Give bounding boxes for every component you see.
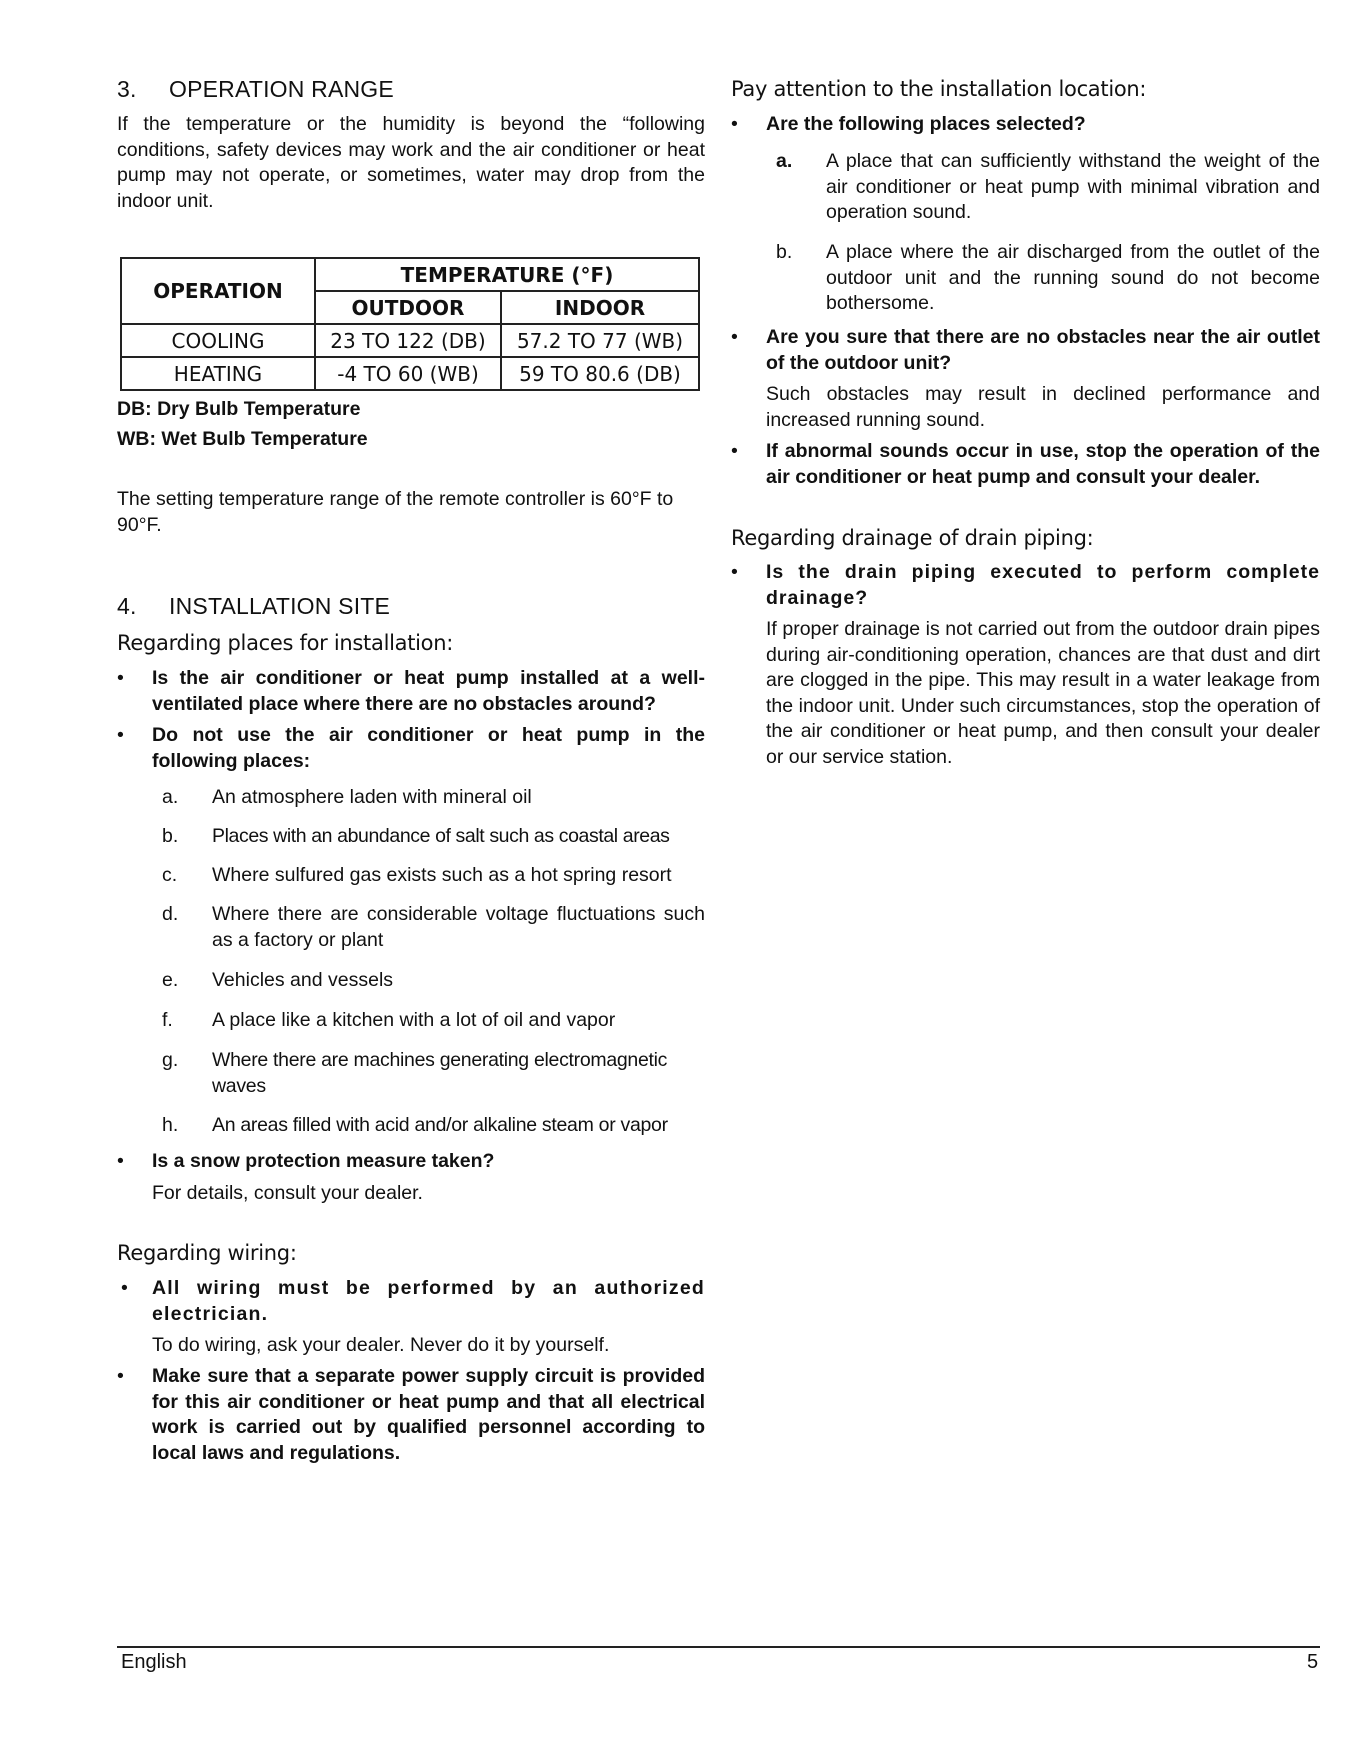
places-heading: Regarding places for installation: — [117, 631, 454, 655]
bullet-obstacles: Are you sure that there are no obstacles near the air outlet of the outdoor unit? — [766, 326, 1320, 374]
cell-indoor: 57.2 TO 77 (WB) — [501, 324, 699, 357]
list-item: • Are you sure that there are no obstacles near the air outlet of the outdoor unit? Such obstacles may result in declined performance and increased running sound. — [731, 325, 1320, 433]
cell-op: COOLING — [121, 324, 315, 357]
wiring-heading: Regarding wiring: — [117, 1241, 297, 1265]
list-item: • All wiring must be performed by an authorized electrician. To do wiring, ask your dealer. Never do it by yourself. — [117, 1276, 705, 1359]
bullet-places-selected: Are the following places selected? — [766, 113, 1086, 135]
obstacles-text: Such obstacles may result in declined performance and increased running sound. — [766, 383, 1320, 431]
bullet-snow: Is a snow protection measure taken? — [152, 1150, 495, 1172]
drainage-text: If proper drainage is not carried out from the outdoor drain pipes during air-conditioning operation, chances are that dust and dirt are clogged in the pipe. This may result in a water leakage from the indoor unit. Under such circumstances, stop the operation of the air conditioner or heat pump, and then consult your dealer or our service station. — [766, 618, 1320, 768]
table-row — [121, 324, 699, 357]
snow-text: For details, consult your dealer. — [152, 1181, 423, 1204]
footer-language: English — [121, 1651, 187, 1673]
list-item: • Do not use the air conditioner or heat pump in the following places: — [117, 723, 705, 774]
drain-heading: Regarding drainage of drain piping: — [731, 526, 1094, 550]
cell-op: HEATING — [121, 357, 315, 390]
setting-range-note: The setting temperature range of the remote controller is 60°F to 90°F. — [117, 488, 674, 536]
footer-divider — [117, 1646, 1320, 1648]
header-outdoor: OUTDOOR — [315, 291, 501, 324]
list-item: • Is the air conditioner or heat pump installed at a well-ventilated place where there are no obstacles around? — [117, 666, 705, 717]
cell-indoor: 59 TO 80.6 (DB) — [501, 357, 699, 390]
bullet-drain-piping: Is the drain piping executed to perform complete drainage? — [766, 561, 1320, 609]
list-item: • Make sure that a separate power supply circuit is provided for this air conditioner or heat pump and that all electrical work is carried out by qualified personnel according to local laws and regulations. — [117, 1364, 705, 1466]
wb-note: WB: Wet Bulb Temperature — [117, 428, 368, 450]
bullet-abnormal-sounds: If abnormal sounds occur in use, stop the operation of the air conditioner or heat pump and consult your dealer. — [766, 440, 1320, 488]
header-operation: OPERATION — [121, 258, 315, 324]
cell-outdoor: 23 TO 122 (DB) — [315, 324, 501, 357]
cell-outdoor: -4 TO 60 (WB) — [315, 357, 501, 390]
bullet-authorized: All wiring must be performed by an authorized electrician. — [152, 1277, 705, 1325]
list-item: • Is the drain piping executed to perform complete drainage? If proper drainage is not carried out from the outdoor drain pipes during air-conditioning operation, chances are that dust and dirt are clogged in the pipe. This may result in a water leakage from the indoor unit. Under such circumstances, stop the operation of the air conditioner or heat pump, and then consult your dealer or our service station. — [731, 560, 1320, 770]
table-row — [121, 357, 699, 390]
section-4-title: 4. INSTALLATION SITE — [117, 593, 391, 619]
bullet-power-supply: Make sure that a separate power supply circuit is provided for this air conditioner or heat pump and that all electrical work is carried out by qualified personnel according to local laws and regulations. — [152, 1365, 705, 1464]
db-note: DB: Dry Bulb Temperature — [117, 398, 361, 420]
bullet-do-not-use: Do not use the air conditioner or heat pump in the following places: — [152, 724, 705, 772]
header-indoor: INDOOR — [501, 291, 699, 324]
list-item: • Are the following places selected? — [731, 112, 1320, 138]
operation-range-table — [120, 257, 700, 391]
header-temperature: TEMPERATURE (°F) — [315, 258, 699, 291]
wiring-text: To do wiring, ask your dealer. Never do it by yourself. — [152, 1334, 610, 1356]
list-item: • Is a snow protection measure taken? For details, consult your dealer. — [117, 1149, 705, 1206]
location-heading: Pay attention to the installation location: — [731, 77, 1147, 101]
operation-range-intro: If the temperature or the humidity is beyond the “following conditions, safety devices may work and the air conditioner or heat pump may not operate, or sometimes, water may drop from the indoor unit. — [117, 113, 705, 212]
page-number: 5 — [1307, 1651, 1319, 1673]
section-3-title: 3. OPERATION RANGE — [117, 76, 394, 102]
bullet-ventilated: Is the air conditioner or heat pump installed at a well-ventilated place where there are no obstacles around? — [152, 667, 705, 715]
list-item: • If abnormal sounds occur in use, stop the operation of the air conditioner or heat pump and consult your dealer. — [731, 439, 1320, 490]
